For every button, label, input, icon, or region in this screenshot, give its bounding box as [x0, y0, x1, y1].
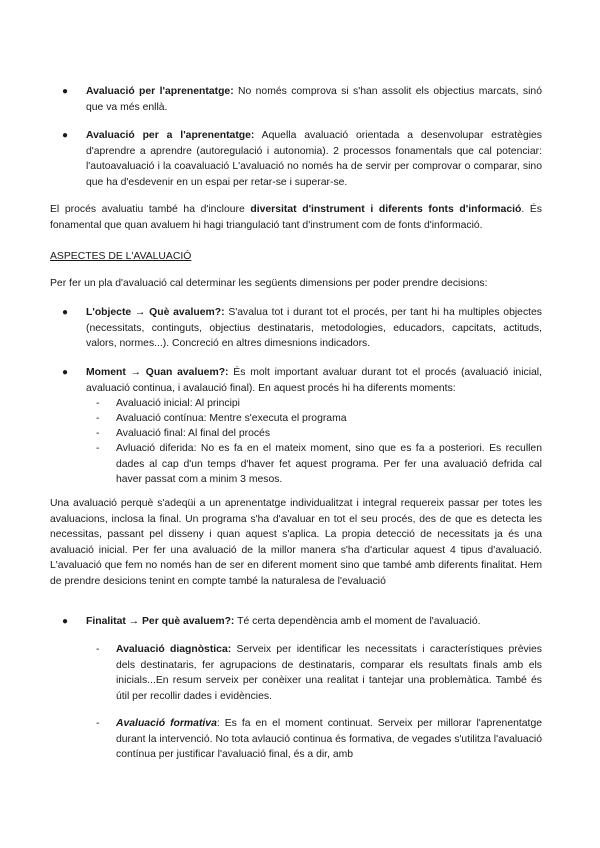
- bold-text: diversitat d'instrument i diferents fonts d'informació: [250, 204, 522, 215]
- text-span: . És fonamental que quan avaluem hi hagi triangulació tant d'instrument com de fonts d'informació.: [50, 204, 542, 231]
- bullet-paragraph: [86, 128, 542, 190]
- bullet-text: Aquella avaluació orientada a desenvolupar estratègies d'aprendre a aprendre (autoregulació i autonomia). 2 processos fonamentals que cal potenciar: l'autoavaluació i la coavaluació L'avaluació no només ha de servir per comprovar o comparar, sino que ha d'esdevenir en un espai per retar-se i superar-se.: [86, 130, 542, 188]
- paragraph-intro: Per fer un pla d'avaluació cal determinar les següents dimensions per poder prendre decisions:: [50, 278, 488, 289]
- bullet-moment: [86, 365, 542, 396]
- bullet-text: Té certa dependència amb el moment de l'avaluació.: [234, 616, 481, 627]
- bullet-icon: ●: [62, 367, 69, 378]
- bullet-text: És molt important avaluar durant tot el procés (avaluació inicial, avaluació continua, i avalaució final). En aquest procés hi ha diferents moments:: [86, 367, 542, 394]
- dash-icon: -: [96, 413, 100, 424]
- bullet-icon: ●: [62, 130, 69, 141]
- list-item-formativa: [116, 716, 542, 763]
- bullet-title: Moment → Quan avaluem?:: [86, 367, 229, 378]
- list-item-diagnostica: [116, 642, 542, 704]
- bullet-finalitat: [86, 614, 542, 630]
- bullet-title: Finalitat → Per què avaluem?:: [86, 616, 235, 627]
- list-item: Avaluació inicial: Al principi: [116, 398, 240, 409]
- dash-icon: -: [96, 398, 100, 409]
- text-span: El procés avaluatiu també ha d'incloure: [50, 204, 251, 215]
- dash-icon: -: [96, 644, 100, 655]
- list-item: Avaluació final: Al final del procés: [116, 428, 271, 439]
- bullet-objecte: [86, 305, 542, 352]
- bullet-icon: ●: [62, 307, 69, 318]
- bullet-text: S'avalua tot i durant tot el procés, per tant hi ha multiples objectes (necessitats, continguts, objectius destinataris, metodologies, educadors, capcitats, actituds, valors, normes...). Concreció en altres dimesnions indicadors.: [86, 307, 542, 350]
- section-heading: ASPECTES DE L'AVALUACIÓ: [50, 251, 192, 262]
- bullet-title: Avaluació per l'aprenentatge:: [86, 86, 234, 97]
- bullet-text: No només comprova si s'han assolit els objectius marcats, sinó que va més enllà.: [86, 86, 542, 113]
- dash-icon: -: [96, 443, 100, 454]
- dash-icon: -: [96, 718, 100, 729]
- item-text: Serveix per identificar les necessitats i característiques prèvies dels destinataris, fer agrupacions de destinataris, comparar els resultats finals amb els inicials...En resum serveix per conèixer una realitat i tantejar una problemàtica. També és útil per recollir dades i evidències.: [116, 644, 542, 702]
- bullet-paragraph: [86, 84, 542, 115]
- list-item: Avluació diferida: No es fa en el mateix moment, sino que es fa a posteriori. Es recullen dades al cap d'un temps d'haver fet aquest programa. Per fer una avaluació defrida cal haver passat com a minim 3 mesos.: [116, 443, 542, 486]
- bullet-icon: ●: [62, 86, 69, 97]
- item-title: Avaluació diagnòstica:: [116, 644, 232, 655]
- item-title: Avaluació formativa: [116, 718, 217, 729]
- bullet-icon: ●: [62, 616, 69, 627]
- paragraph-avaluacions: Una avaluació perquè s'adeqüi a un aprenentatge individualitzat i integral requereix passar per totes les avaluacions, inclosa la final. Un programa s'ha d'avaluar en tot el seu procés, des de que es detecta les necessitas, passant pel disseny i quan aquest s'aplica. La propia detecció de necessitats ja és una avaluació inicial. Per fer una avaluació de la millor manera s'ha d'articular aquest 4 tipus d'avaluació. L'avaluació que fem no només han de ser en diferent moment sino que també amb diferents finalitat. Hem de prendre desicions tenint en compte també la naturalesa de l'evaluació: [50, 498, 542, 587]
- paragraph-instruments: [50, 202, 542, 233]
- bullet-title: L'objecte → Què avaluem?:: [86, 307, 225, 318]
- list-item: Avaluació contínua: Mentre s'executa el programa: [116, 413, 347, 424]
- item-text: : Es fa en el moment continuat. Serveix per millorar l'aprenentatge durant la intervenció. No tota avlaució continua és formativa, de vegades s'utilitza l'avaluació contínua per justificar l'avaluació final, és a dir, amb: [116, 718, 542, 761]
- dash-icon: -: [96, 428, 100, 439]
- bullet-title: Avaluació per a l'aprenentatge:: [86, 130, 255, 141]
